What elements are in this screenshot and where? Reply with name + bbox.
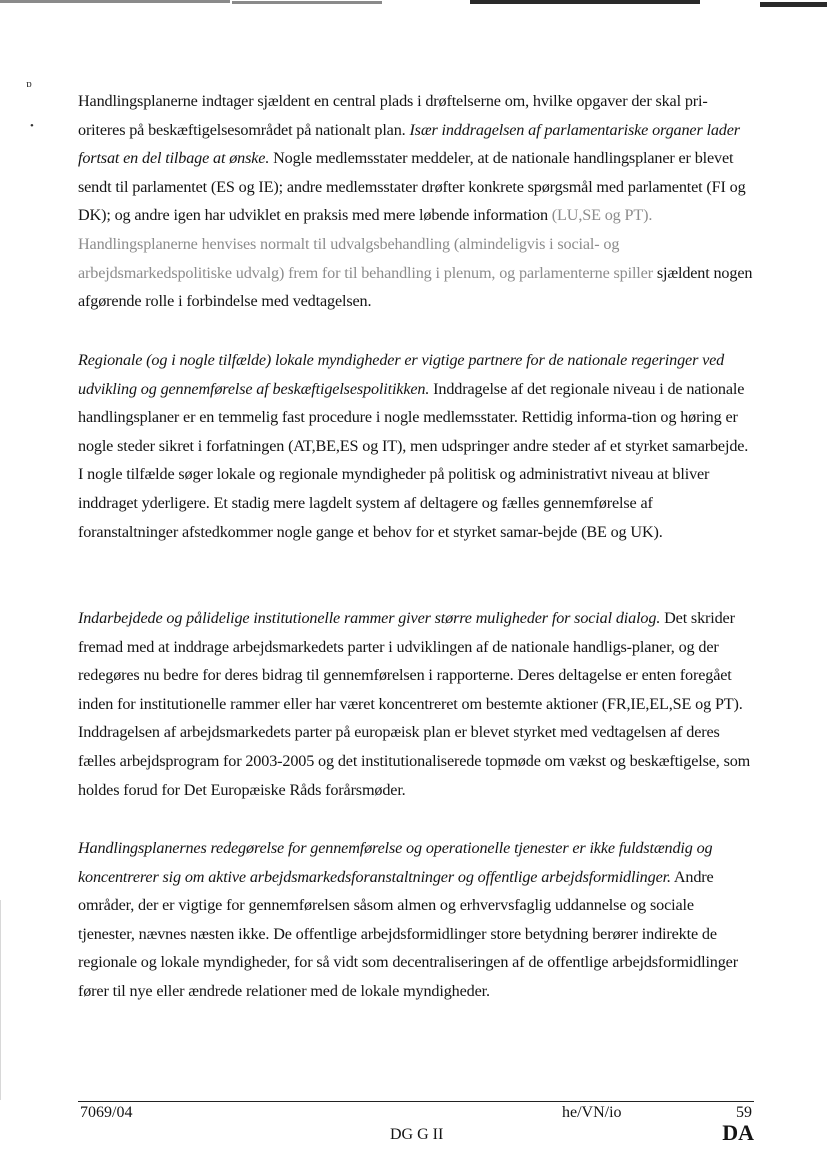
paragraph-1-segment-2: Især inddragelsen af parlamentariske organer lader fortsat en del tilbage at ønske. <box>78 120 740 168</box>
scan-edge <box>0 900 1 1100</box>
paragraph-4-segment-1: Handlingsplanernes redegørelse for gennemførelse og operationelle tjenester er ikke fuldstændig og koncentrerer sig om aktive arbejdsmarkedsforanstaltninger og offentlige arbejdsformidlinger. <box>78 839 713 886</box>
paragraph-4 <box>78 834 754 1006</box>
directorate-general: DG G II <box>390 1126 444 1143</box>
paragraph-2-segment-1: Regionale (og i nogle tilfælde) lokale myndigheder er vigtige partnere for de nationale regeringer ved udvikling og gennemførelse af beskæftigelsespolitikken. <box>78 351 725 398</box>
language-code: DA <box>722 1120 754 1145</box>
paragraph-1 <box>78 87 754 316</box>
margin-mark: ɒ <box>26 78 32 90</box>
document-number: 7069/04 <box>80 1104 133 1121</box>
paragraph-1-segment-3: Nogle medlemsstater meddeler, at de nationale handlingsplaner er blevet sendt til parlamentet (ES og IE); andre medlemsstater drøfter konkrete spørgsmål med parlamentet (FI og DK); og andre igen har udviklet en praksis med mere løbende information <box>78 149 746 225</box>
author-initials: he/VN/io <box>562 1104 622 1121</box>
paragraph-1-segment-1: Handlingsplanerne indtager sjældent en central plads i drøftelserne om, hvilke opgaver der skal pri-oriteres på beskæftigelsesområdet på nationalt plan. <box>78 92 708 139</box>
paragraph-3 <box>78 604 754 804</box>
footer-rule <box>78 1101 754 1102</box>
scan-artifact-top <box>0 0 827 8</box>
paragraph-4-segment-2: Andre områder, der er vigtige for gennemførelsen såsom almen og erhvervsfaglig uddannelse og sociale tjenester, nævnes næsten ikke. De offentlige arbejdsformidlinger store betydning berører indirekte de regionale og lokale myndigheder, for så vidt som decentraliseringen af de offentlige arbejdsformidlinger fører til nye eller ændrede relationer med de lokale myndigheder. <box>78 867 738 1000</box>
page-number: 59 <box>736 1104 752 1121</box>
paragraph-3-segment-2: Det skrider fremad med at inddrage arbejdsmarkedets parter i udviklingen af de nationale handligs-planer, og der redegøres nu bedre for deres bidrag til gennemførelsen i rapporterne. Deres deltagelse er enten foregået inden for institutionelle rammer eller har været koncentreret om bestemte aktioner (FR,IE,EL,SE og PT). Inddragelsen af arbejdsmarkedets parter på europæisk plan er blevet styrket med vedtagelsen af deres fælles arbejdsprogram for 2003-2005 og det institutionaliserede topmøde om vækst og beskæftigelse, som holdes forud for Det Europæiske Råds forårsmøder. <box>78 609 751 799</box>
paragraph-1-segment-4: (LU,SE og PT). Handlingsplanerne henvises normalt til udvalgsbehandling (almindeligvis i social- og arbejdsmarkedspolitiske udvalg) frem for til behandling i plenum, og parlamenterne spiller <box>78 206 653 282</box>
paragraph-3-segment-1: Indarbejdede og pålidelige institutionelle rammer giver større muligheder for social dialog. <box>78 609 661 627</box>
margin-dot: • <box>30 120 34 132</box>
paragraph-2-segment-2: Inddragelse af det regionale niveau i de nationale handlingsplaner er en temmelig fast procedure i nogle medlemsstater. Rettidig informa-tion og høring er nogle steder sikret i forfatningen (AT,BE,ES og IT), men udspringer andre steder af et styrket samarbejde. I nogle tilfælde søger lokale og regionale myndigheder på politisk og administrativt niveau at bliver inddraget yderligere. Et stadig mere lagdelt system af deltagere og fælles gennemførelse af foranstaltninger afstedkommer nogle gange et behov for et styrket samar-bejde (BE og UK). <box>78 379 749 541</box>
page-footer <box>78 1104 754 1152</box>
paragraph-1-segment-5: sjældent nogen afgørende rolle i forbindelse med vedtagelsen. <box>78 263 753 311</box>
paragraph-2 <box>78 346 754 546</box>
